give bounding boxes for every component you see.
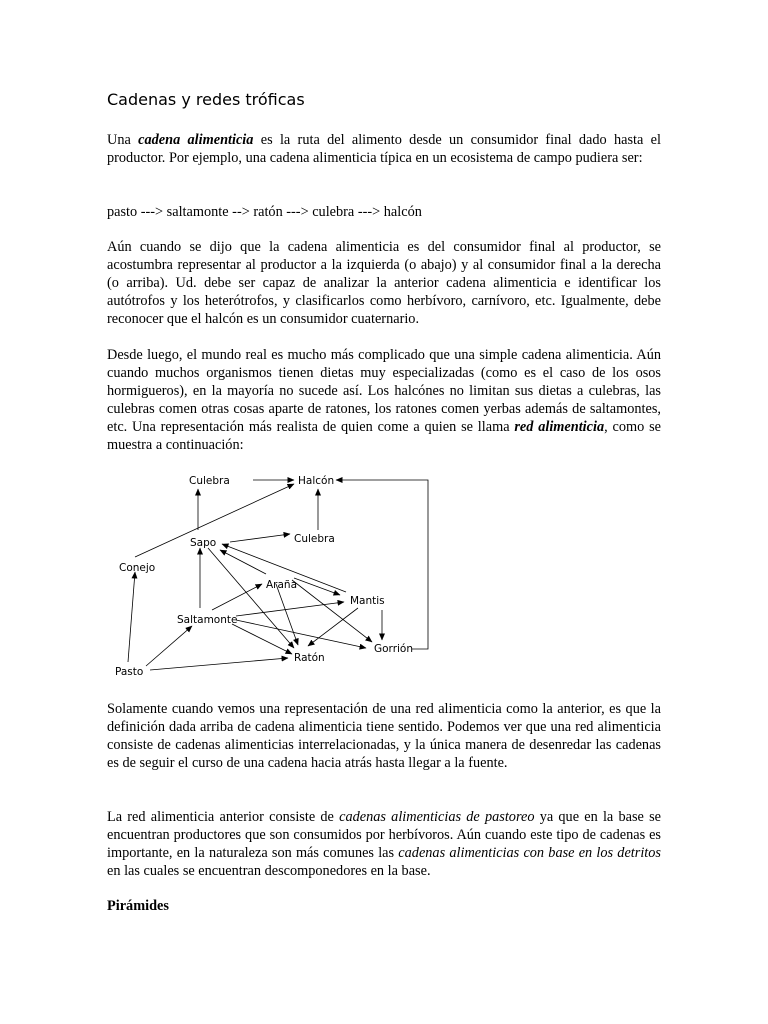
edge-saltamonte-to-raton <box>232 624 292 654</box>
node-arana: Araña <box>266 579 298 591</box>
edge-pasto-to-conejo <box>128 572 135 662</box>
paragraph-food-chain-definition <box>107 131 661 167</box>
edge-pasto-to-raton <box>150 658 288 670</box>
paragraph-chain-explanation: Aún cuando se dijo que la cadena alimenticia es del consumidor final al productor, se acostumbra representar al productor a la izquierda (o abajo) y al consumidor final a la derecha (o arriba). Ud. debe ser capaz de analizar la anterior cadena alimenticia e identificar los autótrofos y los heterótrofos, y clasificarlos como herbívoro, carnívoro, etc. Igualmente, debe reconocer que el halcón es un consumidor cuaternario. <box>107 239 661 327</box>
term-detritus-chains: cadenas alimenticias con base en los detritos <box>398 845 661 861</box>
edge-pasto-to-saltamonte <box>146 626 192 666</box>
term-cadena-alimenticia: cadena alimenticia <box>138 132 254 148</box>
node-sapo: Sapo <box>190 537 217 549</box>
node-culebra-mid: Culebra <box>294 533 335 545</box>
edge-arana-to-raton <box>276 584 298 645</box>
node-conejo: Conejo <box>119 562 156 574</box>
paragraph-grazing-chains <box>107 808 661 880</box>
node-culebra-top: Culebra <box>189 475 230 487</box>
section-heading-piramides: Pirámides <box>107 898 169 914</box>
text-run: , como se muestra a continuación: <box>107 419 661 453</box>
text-run: es la ruta del alimento desde un consumidor final dado hasta el productor. Por ejemplo, una cadena alimenticia típica en un ecosistema de campo pudiera ser: <box>107 132 661 166</box>
paragraph-food-web-intro <box>107 346 661 454</box>
text-run: La red alimenticia anterior consiste de <box>107 809 340 825</box>
edge-saltamonte-to-gorrion <box>236 620 366 648</box>
food-web-diagram <box>108 462 448 688</box>
text-run: en las cuales se encuentran descomponedores en la base. <box>107 863 431 879</box>
node-pasto: Pasto <box>115 666 144 678</box>
node-mantis: Mantis <box>350 595 385 607</box>
text-run: ya que en la base se encuentran productores que son consumidos por herbívoros. Aún cuando este tipo de cadenas es importante, en la naturaleza son más comunes las <box>107 809 661 861</box>
text-run: Desde luego, el mundo real es mucho más complicado que una simple cadena alimenticia. Aún cuando muchos organismos tienen dietas muy especializadas (como es el caso de los osos hormigueros), en la mayoría no sucede así. Los halcónes no limitan sus dietas a culebras, las culebras comen otras cosas aparte de ratones, los ratones comen yerbas además de saltamontes, etc. Una representación más realista de quien come a quien se llama <box>107 347 661 435</box>
edge-arana-to-gorrion <box>292 580 372 642</box>
node-raton: Ratón <box>294 652 325 664</box>
term-grazing-chains: cadenas alimenticias de pastoreo <box>339 809 535 825</box>
edge-saltamonte-to-mantis <box>236 602 344 616</box>
node-halcon: Halcón <box>298 475 335 487</box>
paragraph-chain-example: pasto ---> saltamonte --> ratón ---> culebra ---> halcón <box>107 204 422 220</box>
text-run: Una <box>107 132 139 148</box>
edge-mantis-to-raton <box>308 608 358 646</box>
edge-sapo-to-culebra <box>230 534 290 542</box>
edge-saltamonte-to-arana <box>212 584 262 610</box>
node-gorrion: Gorrión <box>374 643 414 655</box>
term-red-alimenticia: red alimenticia <box>514 419 605 435</box>
page-title: Cadenas y redes tróficas <box>107 90 305 109</box>
node-saltamonte: Saltamonte <box>177 614 238 626</box>
paragraph-food-web-meaning: Solamente cuando vemos una representación de una red alimenticia como la anterior, es que la definición dada arriba de cadena alimenticia tiene sentido. Podemos ver que una red alimenticia consiste de cadenas alimenticias interrelacionadas, y la única manera de desenredar las cadenas es de seguir el curso de una cadena hacia atrás hasta llegar a la fuente. <box>107 701 661 771</box>
